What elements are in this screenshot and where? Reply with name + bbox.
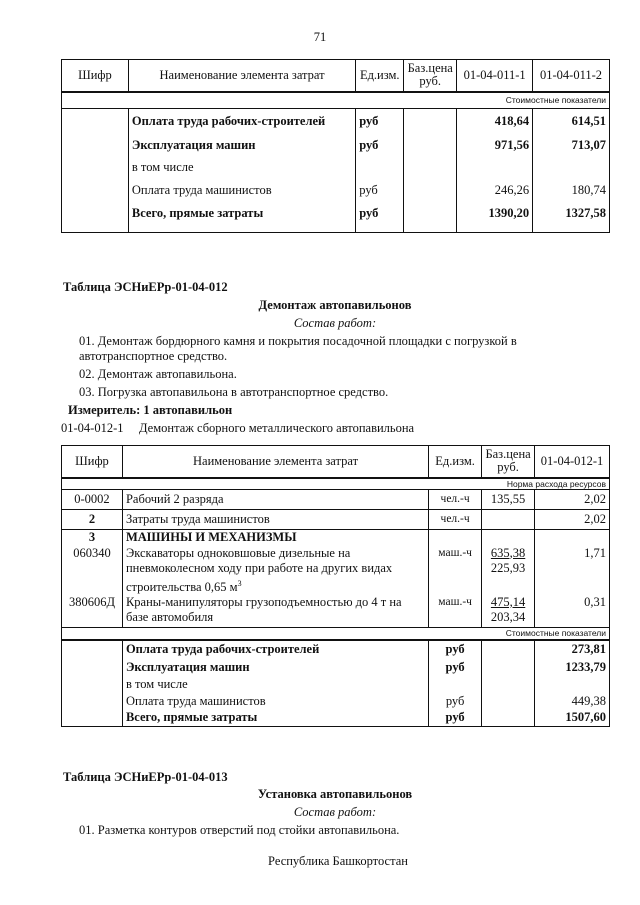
- machine-price-top: 475,14: [490, 594, 526, 609]
- header-code: Шифр: [62, 446, 123, 478]
- cost-table-1: [61, 59, 610, 233]
- cost-row-value-1: 1390,20: [457, 203, 533, 233]
- cost-row-unit: руб: [429, 659, 482, 676]
- cost-row-value-1: 246,26: [457, 179, 533, 203]
- cost-row-value-2: 1327,58: [533, 203, 610, 233]
- machine-value: 0,31: [535, 595, 610, 628]
- header-unit: Ед.изм.: [429, 446, 482, 478]
- machine-code: 060340: [62, 546, 123, 595]
- resource-unit: чел.-ч: [429, 490, 482, 510]
- table-title-012: Таблица ЭСНиЕРр-01-04-012: [63, 280, 228, 294]
- machine-unit: маш.-ч: [429, 595, 482, 628]
- machine-name: [122, 546, 428, 595]
- cost-row-name: в том числе: [128, 157, 355, 179]
- resource-table-012: [61, 445, 610, 727]
- cost-row-value-1: 971,56: [457, 135, 533, 157]
- header-col-2: 01-04-011-2: [533, 60, 610, 92]
- machine-value: 1,71: [535, 546, 610, 595]
- machine-price: [482, 595, 535, 628]
- cost-row-value-2: 713,07: [533, 135, 610, 157]
- cost-label: Стоимостные показатели: [62, 628, 610, 640]
- work-item-3: 03. Погрузка автопавильона в автотранспортное средство.: [79, 385, 389, 399]
- cost-row-name: в том числе: [122, 676, 428, 693]
- resource-code: 2: [62, 510, 123, 530]
- work-item-1: 01. Демонтаж бордюрного камня и покрытия посадочной площадки с погрузкой в автотранспортное средство.: [79, 334, 517, 363]
- header-unit: Ед.изм.: [356, 60, 404, 92]
- machine-price-top: 635,38: [490, 545, 526, 560]
- machine-name: Краны-манипуляторы грузоподъемностью до 4 т на базе автомобиля: [122, 595, 428, 628]
- machine-unit: маш.-ч: [429, 546, 482, 595]
- resource-value: 2,02: [535, 490, 610, 510]
- cost-row-unit: руб: [356, 179, 404, 203]
- cost-row-value: 449,38: [535, 693, 610, 710]
- footer-region: Республика Башкортостан: [268, 854, 408, 868]
- resource-name: Затраты труда машинистов: [122, 510, 428, 530]
- cost-row-name: Эксплуатация машин: [128, 135, 355, 157]
- cost-row-value-2: 614,51: [533, 109, 610, 135]
- header-code: Шифр: [62, 60, 129, 92]
- header-col-1: 01-04-011-1: [457, 60, 533, 92]
- cost-row-value: 1233,79: [535, 659, 610, 676]
- resource-unit: чел.-ч: [429, 510, 482, 530]
- work-composition-label: Состав работ:: [293, 805, 377, 819]
- resource-price: 135,55: [482, 490, 535, 510]
- cost-row-unit: руб: [429, 693, 482, 710]
- item-code: 01-04-012-1: [61, 421, 124, 435]
- norm-label: Норма расхода ресурсов: [62, 478, 610, 490]
- machine-name-text: Экскаваторы одноковшовые дизельные на пневмоколесном ходу при работе на других видах строительства 0,65 м: [125, 545, 393, 594]
- resource-value: 2,02: [535, 510, 610, 530]
- machine-price-bottom: 203,34: [490, 609, 526, 624]
- machine-price-bottom: 225,93: [490, 560, 526, 575]
- cost-row-name: Оплата труда машинистов: [128, 179, 355, 203]
- cost-row-unit: руб: [356, 109, 404, 135]
- cost-row-name: Оплата труда рабочих-строителей: [128, 109, 355, 135]
- cost-row-name: Эксплуатация машин: [122, 659, 428, 676]
- work-composition-label: Состав работ:: [293, 316, 377, 330]
- cost-row-value: 1507,60: [535, 710, 610, 727]
- group-name: МАШИНЫ И МЕХАНИЗМЫ: [122, 530, 428, 546]
- resource-name: Рабочий 2 разряда: [122, 490, 428, 510]
- cost-row-value: 273,81: [535, 640, 610, 659]
- cost-row-name: Оплата труда машинистов: [122, 693, 428, 710]
- meter: Измеритель: 1 автопавильон: [68, 403, 233, 417]
- resource-code: 0-0002: [62, 490, 123, 510]
- group-code: 3: [62, 530, 123, 546]
- cost-row-unit: руб: [429, 710, 482, 727]
- page-number: 71: [313, 30, 327, 44]
- work-item-1: 01. Разметка контуров отверстий под стойки автопавильона.: [79, 823, 400, 837]
- cost-row-value-1: 418,64: [457, 109, 533, 135]
- machine-price: [482, 546, 535, 595]
- cost-row-name: Всего, прямые затраты: [122, 710, 428, 727]
- work-item-2: 02. Демонтаж автопавильона.: [79, 367, 237, 381]
- cost-row-unit: руб: [356, 135, 404, 157]
- header-base-price: Баз.цена руб.: [482, 446, 535, 478]
- header-name: Наименование элемента затрат: [128, 60, 355, 92]
- machine-name-superscript: 3: [237, 578, 242, 588]
- machine-code: 380606Д: [62, 595, 123, 628]
- cost-row-name: Оплата труда рабочих-строителей: [122, 640, 428, 659]
- section-heading-012: Демонтаж автопавильонов: [258, 298, 412, 312]
- cost-row-name: Всего, прямые затраты: [128, 203, 355, 233]
- header-base-price: Баз.цена руб.: [404, 60, 457, 92]
- section-heading-013: Установка автопавильонов: [257, 787, 413, 801]
- cost-row-unit: руб: [356, 203, 404, 233]
- item-name: Демонтаж сборного металлического автопавильона: [139, 421, 415, 435]
- section-label: Стоимостные показатели: [62, 92, 610, 109]
- table-title-013: Таблица ЭСНиЕРр-01-04-013: [63, 770, 228, 784]
- header-name: Наименование элемента затрат: [122, 446, 428, 478]
- cost-row-value-2: 180,74: [533, 179, 610, 203]
- cost-row-unit: руб: [429, 640, 482, 659]
- header-col-1: 01-04-012-1: [535, 446, 610, 478]
